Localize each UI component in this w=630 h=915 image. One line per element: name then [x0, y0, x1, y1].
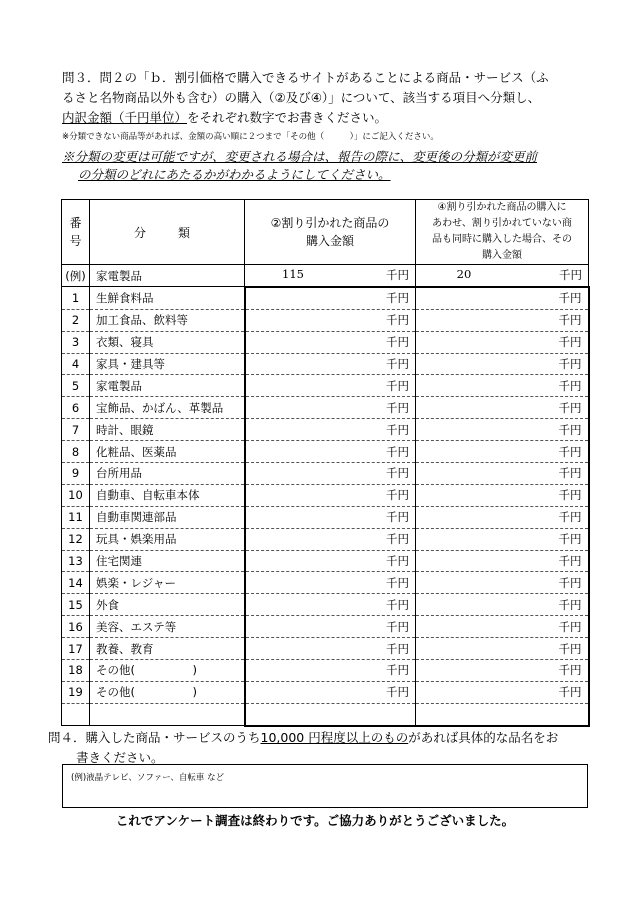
- row-category: 台所用品: [90, 463, 245, 485]
- unit-label: 千円: [386, 444, 409, 459]
- blank-row: [62, 703, 589, 726]
- amount-4-input[interactable]: [416, 375, 589, 397]
- amount-4-input[interactable]: [416, 463, 589, 485]
- amount-2-input[interactable]: [245, 484, 416, 506]
- question-3-line-3: [62, 108, 602, 128]
- amount-2-input[interactable]: [245, 353, 416, 375]
- amount-2-input[interactable]: [245, 463, 416, 485]
- unit-label: 千円: [386, 685, 409, 700]
- row-category: 外食: [90, 594, 245, 616]
- row-category: 娯楽・レジャー: [90, 572, 245, 594]
- unit-label: 千円: [386, 422, 409, 437]
- row-category: その他( ): [90, 681, 245, 703]
- table-row: [62, 419, 589, 441]
- table-row: [62, 550, 589, 572]
- row-category: 住宅関連: [90, 550, 245, 572]
- amount-2-input[interactable]: [245, 681, 416, 703]
- unit-label: 千円: [558, 641, 582, 656]
- unit-label: 千円: [558, 619, 582, 634]
- table-body: [62, 265, 589, 726]
- row-number: 13: [62, 550, 90, 572]
- amount-2-input[interactable]: [245, 441, 416, 463]
- amount-2-input[interactable]: [245, 528, 416, 550]
- example-amount-2-value: 115: [282, 267, 304, 282]
- header-col2: [245, 200, 416, 265]
- unit-label: 千円: [558, 685, 582, 700]
- example-amount-4-value: 20: [456, 267, 472, 282]
- row-number: 14: [62, 572, 90, 594]
- unit-label: 千円: [558, 466, 582, 481]
- unit-label: 千円: [386, 597, 409, 612]
- row-number: 3: [62, 331, 90, 353]
- question-3-underlined: 内訳金額（千円単位）: [62, 110, 188, 125]
- unit-label: 千円: [558, 444, 582, 459]
- row-number: 17: [62, 638, 90, 660]
- row-category: 加工食品、飲料等: [90, 309, 245, 331]
- table-row: [62, 397, 589, 419]
- row-category: その他( ): [90, 660, 245, 682]
- table-row: [62, 638, 589, 660]
- header-col4-text: ④割り引かれた商品の購入に あわせ、割り引かれていない商 品も同時に購入した場合、その 購入金額: [432, 202, 572, 261]
- table-row: [62, 660, 589, 682]
- amount-4-input[interactable]: [416, 484, 589, 506]
- amount-4-input[interactable]: [416, 660, 589, 682]
- table-row: [62, 375, 589, 397]
- question-4-line-1: [48, 728, 608, 748]
- row-category: 自動車関連部品: [90, 506, 245, 528]
- row-number: 16: [62, 616, 90, 638]
- table-row: [62, 616, 589, 638]
- question-3: [62, 68, 602, 128]
- table-row: [62, 594, 589, 616]
- amount-4-input[interactable]: [416, 681, 589, 703]
- row-number: 7: [62, 419, 90, 441]
- unit-label: 千円: [386, 378, 409, 393]
- unit-label: 千円: [386, 575, 409, 590]
- purchase-table: [61, 199, 590, 727]
- table-row: [62, 331, 589, 353]
- amount-2-input[interactable]: [245, 660, 416, 682]
- question-3-line-3-rest: をそれぞれ数字でお書きください。: [187, 110, 388, 125]
- row-category: 家具・建具等: [90, 353, 245, 375]
- amount-4-input[interactable]: [416, 331, 589, 353]
- amount-2-input[interactable]: [245, 309, 416, 331]
- unit-label: 千円: [386, 663, 409, 678]
- row-number: 5: [62, 375, 90, 397]
- product-name-input-box[interactable]: [62, 764, 588, 808]
- question-4-line-2: 書きください。: [76, 750, 164, 765]
- italic-note: [62, 148, 602, 184]
- unit-label: 千円: [386, 488, 409, 503]
- row-number: 1: [62, 287, 90, 309]
- unit-label: 千円: [386, 532, 409, 547]
- row-number: 8: [62, 441, 90, 463]
- question-4-part-a: 問４．購入した商品・サービスのうち: [48, 730, 261, 745]
- row-number: 4: [62, 353, 90, 375]
- unit-label: 千円: [386, 335, 409, 350]
- unit-label: 千円: [386, 400, 409, 415]
- row-number: 15: [62, 594, 90, 616]
- unit-label: 千円: [558, 597, 582, 612]
- table-row: [62, 353, 589, 375]
- unit-label: 千円: [558, 335, 582, 350]
- unit-label: 千円: [558, 378, 582, 393]
- row-number: 10: [62, 484, 90, 506]
- row-category: 宝飾品、かばん、革製品: [90, 397, 245, 419]
- unit-label: 千円: [558, 313, 582, 328]
- row-number: 18: [62, 660, 90, 682]
- unit-label: 千円: [558, 291, 582, 306]
- table-row: [62, 681, 589, 703]
- closing-message: これでアンケート調査は終わりです。ご協力ありがとうございました。: [115, 813, 515, 828]
- amount-2-input[interactable]: [245, 572, 416, 594]
- table-header: [62, 200, 589, 265]
- row-number: 9: [62, 463, 90, 485]
- unit-label: 千円: [386, 291, 409, 306]
- table-row: [62, 572, 589, 594]
- question-4-underlined: 10,000 円程度以上のもの: [260, 730, 409, 745]
- unit-label: 千円: [558, 663, 582, 678]
- italic-note-line-1: ※分類の変更は可能ですが、変更される場合は、報告の際に、変更後の分類が変更前: [62, 149, 538, 164]
- row-category: 衣類、寝具: [90, 331, 245, 353]
- row-category: 美容、エステ等: [90, 616, 245, 638]
- amount-2-input[interactable]: [245, 506, 416, 528]
- product-name-example: (例)液晶テレビ、ソファー、自転車 など: [71, 773, 225, 783]
- amount-4-input[interactable]: [416, 397, 589, 419]
- unit-label: 千円: [386, 357, 409, 371]
- question-4-part-b: があれば具体的な品名をお: [408, 730, 559, 745]
- amount-4-input[interactable]: [416, 528, 589, 550]
- unit-label: 千円: [386, 554, 409, 569]
- amount-2-input[interactable]: [245, 331, 416, 353]
- unit-label: 千円: [386, 619, 409, 634]
- header-number: [62, 200, 90, 265]
- header-number-text: 番 号: [69, 216, 82, 248]
- amount-4-input[interactable]: [416, 441, 589, 463]
- table-row: [62, 484, 589, 506]
- amount-2-input[interactable]: [245, 375, 416, 397]
- blank-amount-4[interactable]: [416, 703, 589, 726]
- question-4: [48, 728, 608, 768]
- unit-label: 千円: [558, 400, 582, 415]
- row-number: 12: [62, 528, 90, 550]
- unit-label: 千円: [558, 554, 582, 569]
- table-row: [62, 441, 589, 463]
- blank-category: [90, 703, 245, 726]
- question-3-line-1: 問３．問２の「ｂ．割引価格で購入できるサイトがあることによる商品・サービス（ふ: [62, 70, 549, 85]
- amount-2-input[interactable]: [245, 638, 416, 660]
- amount-4-input[interactable]: [416, 287, 589, 309]
- table-row: [62, 309, 589, 331]
- header-col4: [416, 200, 589, 265]
- unit-label: 千円: [558, 510, 582, 525]
- row-category: 家電製品: [90, 375, 245, 397]
- row-category: 教養、教育: [90, 638, 245, 660]
- amount-4-input[interactable]: [416, 506, 589, 528]
- unit-label: 千円: [386, 313, 409, 328]
- small-note: ※分類できない商品等があれば、金額の高い順に２つまで「その他（ ）」にご記入ください。: [62, 132, 439, 142]
- amount-2-input[interactable]: [245, 616, 416, 638]
- italic-note-line-2: の分類のどれにあたるかがわかるようにしてください。: [78, 167, 391, 182]
- amount-4-input[interactable]: [416, 572, 589, 594]
- amount-4-input[interactable]: [416, 550, 589, 572]
- row-category: 玩具・娯楽用品: [90, 528, 245, 550]
- unit-label: 千円: [386, 466, 409, 481]
- unit-label: 千円: [558, 357, 582, 371]
- row-category: 生鮮食料品: [90, 287, 245, 309]
- unit-label: 千円: [558, 575, 582, 590]
- example-amount-4: [416, 265, 589, 287]
- unit-label: 千円: [386, 641, 409, 656]
- unit-label: 千円: [559, 268, 582, 283]
- example-category: 家電製品: [90, 265, 245, 287]
- unit-label: 千円: [558, 532, 582, 547]
- amount-4-input[interactable]: [416, 594, 589, 616]
- unit-label: 千円: [558, 488, 582, 503]
- table-row: [62, 506, 589, 528]
- amount-2-input[interactable]: [245, 287, 416, 309]
- example-number: (例): [62, 265, 90, 287]
- amount-2-input[interactable]: [245, 550, 416, 572]
- table-row: [62, 287, 589, 309]
- example-row: [62, 265, 589, 287]
- row-category: 時計、眼鏡: [90, 419, 245, 441]
- table-row: [62, 528, 589, 550]
- unit-label: 千円: [386, 268, 409, 283]
- header-category: 分 類: [90, 200, 245, 265]
- header-col2-text: ②割り引かれた商品の 購入金額: [270, 216, 390, 248]
- row-number: 6: [62, 397, 90, 419]
- amount-4-input[interactable]: [416, 353, 589, 375]
- table-row: [62, 463, 589, 485]
- row-category: 化粧品、医薬品: [90, 441, 245, 463]
- row-number: 11: [62, 506, 90, 528]
- unit-label: 千円: [558, 422, 582, 437]
- question-3-line-2: るさと名物商品以外も含む）の購入（②及び④）」について、該当する項目へ分類し、: [62, 90, 541, 105]
- amount-4-input[interactable]: [416, 419, 589, 441]
- amount-4-input[interactable]: [416, 309, 589, 331]
- row-category: 自動車、自転車本体: [90, 484, 245, 506]
- amount-4-input[interactable]: [416, 638, 589, 660]
- amount-2-input[interactable]: [245, 594, 416, 616]
- example-amount-2: [245, 265, 416, 287]
- row-number: 19: [62, 681, 90, 703]
- blank-number: [62, 703, 90, 726]
- amount-2-input[interactable]: [245, 419, 416, 441]
- amount-4-input[interactable]: [416, 616, 589, 638]
- row-number: 2: [62, 309, 90, 331]
- amount-2-input[interactable]: [245, 397, 416, 419]
- unit-label: 千円: [386, 510, 409, 525]
- blank-amount-2[interactable]: [245, 703, 416, 726]
